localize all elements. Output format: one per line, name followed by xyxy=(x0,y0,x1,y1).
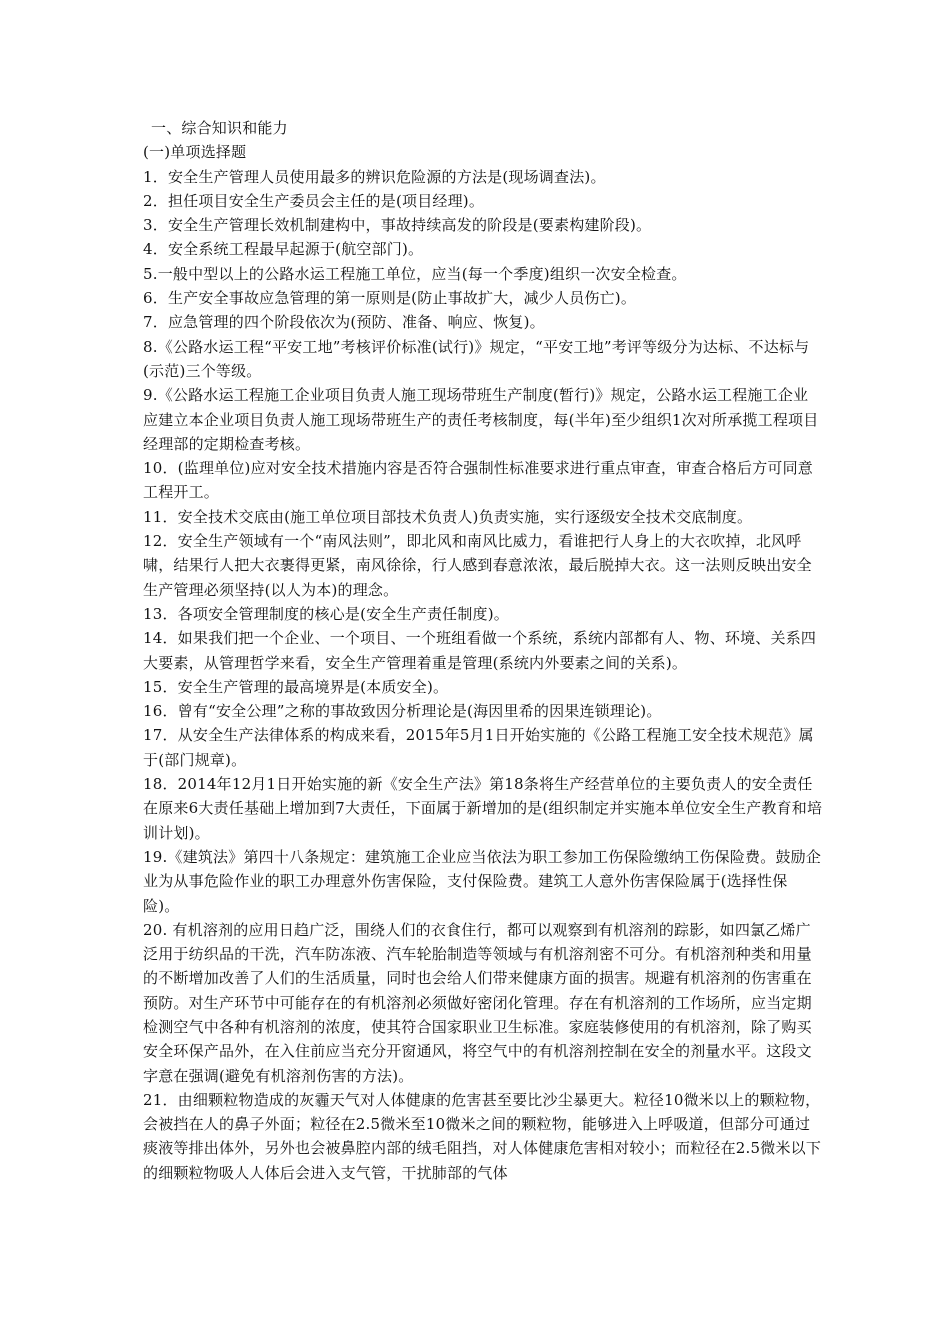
question-item: 11．安全技术交底由(施工单位项目部技术负责人)负责实施，实行逐级安全技术交底制度。 xyxy=(143,507,753,526)
question-item: 19.《建筑法》第四十八条规定：建筑施工企业应当依法为职工参加工伤保险缴纳工伤保险费。鼓励企业为从事危险作业的职工办理意外伤害保险，支付保险费。建筑工人意外伤害保险属于(选择性保险)。 xyxy=(143,847,822,915)
question-item: 21．由细颗粒物造成的灰霾天气对人体健康的危害甚至要比沙尘暴更大。粒径10微米以上的颗粒物，会被挡在人的鼻子外面；粒径在2.5微米至10微米之间的颗粒物，能够进入上呼吸道，但部分可通过痰液等排出体外，另外也会被鼻腔内部的绒毛阻挡，对人体健康危害相对较小；而粒径在2.5微米以下的细颗粒物吸人人体后会进入支气管，干扰肺部的气体 xyxy=(143,1090,822,1182)
question-item: 15．安全生产管理的最高境界是(本质安全)。 xyxy=(143,677,449,696)
question-item: 13．各项安全管理制度的核心是(安全生产责任制度)。 xyxy=(143,604,509,623)
question-item: 9.《公路水运工程施工企业项目负责人施工现场带班生产制度(暂行)》规定，公路水运工程施工企业应建立本企业项目负责人施工现场带班生产的责任考核制度，每(半年)至少组织1次对所承揽工程项目经理部的定期检查考核。 xyxy=(143,386,819,453)
document-body xyxy=(143,116,823,1185)
question-item: 1．安全生产管理人员使用最多的辨识危险源的方法是(现场调查法)。 xyxy=(143,167,606,186)
question-item: 14．如果我们把一个企业、一个项目、一个班组看做一个系统，系统内部都有人、物、环境、关系四大要素，从管理哲学来看，安全生产管理着重是管理(系统内外要素之间的关系)。 xyxy=(143,629,817,672)
question-item: 5.一般中型以上的公路水运工程施工单位，应当(每一个季度)组织一次安全检查。 xyxy=(143,264,687,283)
question-item: 12．安全生产领域有一个“南风法则”，即北风和南风比威力，看谁把行人身上的大衣吹掉，北风呼啸，结果行人把大衣裹得更紧，南风徐徐，行人感到春意浓浓，最后脱掉大衣。这一法则反映出安全生产管理必须坚持(以人为本)的理念。 xyxy=(143,532,812,599)
question-item: 18．2014年12月1日开始实施的新《安全生产法》第18条将生产经营单位的主要负责人的安全责任在原来6大责任基础上增加到7大责任，下面属于新增加的是(组织制定并实施本单位安全生产教育和培训计划)。 xyxy=(143,775,823,842)
question-item: 10．(监理单位)应对安全技术措施内容是否符合强制性标准要求进行重点审查，审查合格后方可同意工程开工。 xyxy=(143,459,813,502)
question-item: 4．安全系统工程最早起源于(航空部门)。 xyxy=(143,240,424,259)
question-item: 3．安全生产管理长效机制建构中，事故持续高发的阶段是(要素构建阶段)。 xyxy=(143,216,652,235)
question-item: 20. 有机溶剂的应用日趋广泛，围绕人们的衣食住行，都可以观察到有机溶剂的踪影，如四氯乙烯广泛用于纺织品的干洗，汽车防冻液、汽车轮胎制造等领域与有机溶剂密不可分。有机溶剂种类和用量的不断增加改善了人们的生活质量，同时也会给人们带来健康方面的损害。规避有机溶剂的伤害重在预防。对生产环节中可能存在的有机溶剂必须做好密闭化管理。存在有机溶剂的工作场所，应当定期检测空气中各种有机溶剂的浓度，使其符合国家职业卫生标准。家庭装修使用的有机溶剂，除了购买安全环保产品外，在入住前应当充分开窗通风，将空气中的有机溶剂控制在安全的剂量水平。这段文字意在强调(避免有机溶剂伤害的方法)。 xyxy=(143,920,812,1085)
section-title: 一、综合知识和能力 xyxy=(151,119,288,137)
question-item: 16．曾有“安全公理”之称的事故致因分析理论是(海因里希的因果连锁理论)。 xyxy=(143,702,662,721)
question-item: 8.《公路水运工程“平安工地”考核评价标准(试行)》规定，“平安工地”考评等级分为达标、不达标与(示范)三个等级。 xyxy=(143,337,810,380)
question-item: 17．从安全生产法律体系的构成来看，2015年5月1日开始实施的《公路工程施工安全技术规范》属于(部门规章)。 xyxy=(143,726,814,769)
question-item: 2．担任项目安全生产委员会主任的是(项目经理)。 xyxy=(143,191,485,210)
question-item: 6．生产安全事故应急管理的第一原则是(防止事故扩大，减少人员伤亡)。 xyxy=(143,289,637,308)
subsection-title: (一)单项选择题 xyxy=(143,143,247,162)
question-item: 7．应急管理的四个阶段依次为(预防、准备、响应、恢复)。 xyxy=(143,313,545,332)
